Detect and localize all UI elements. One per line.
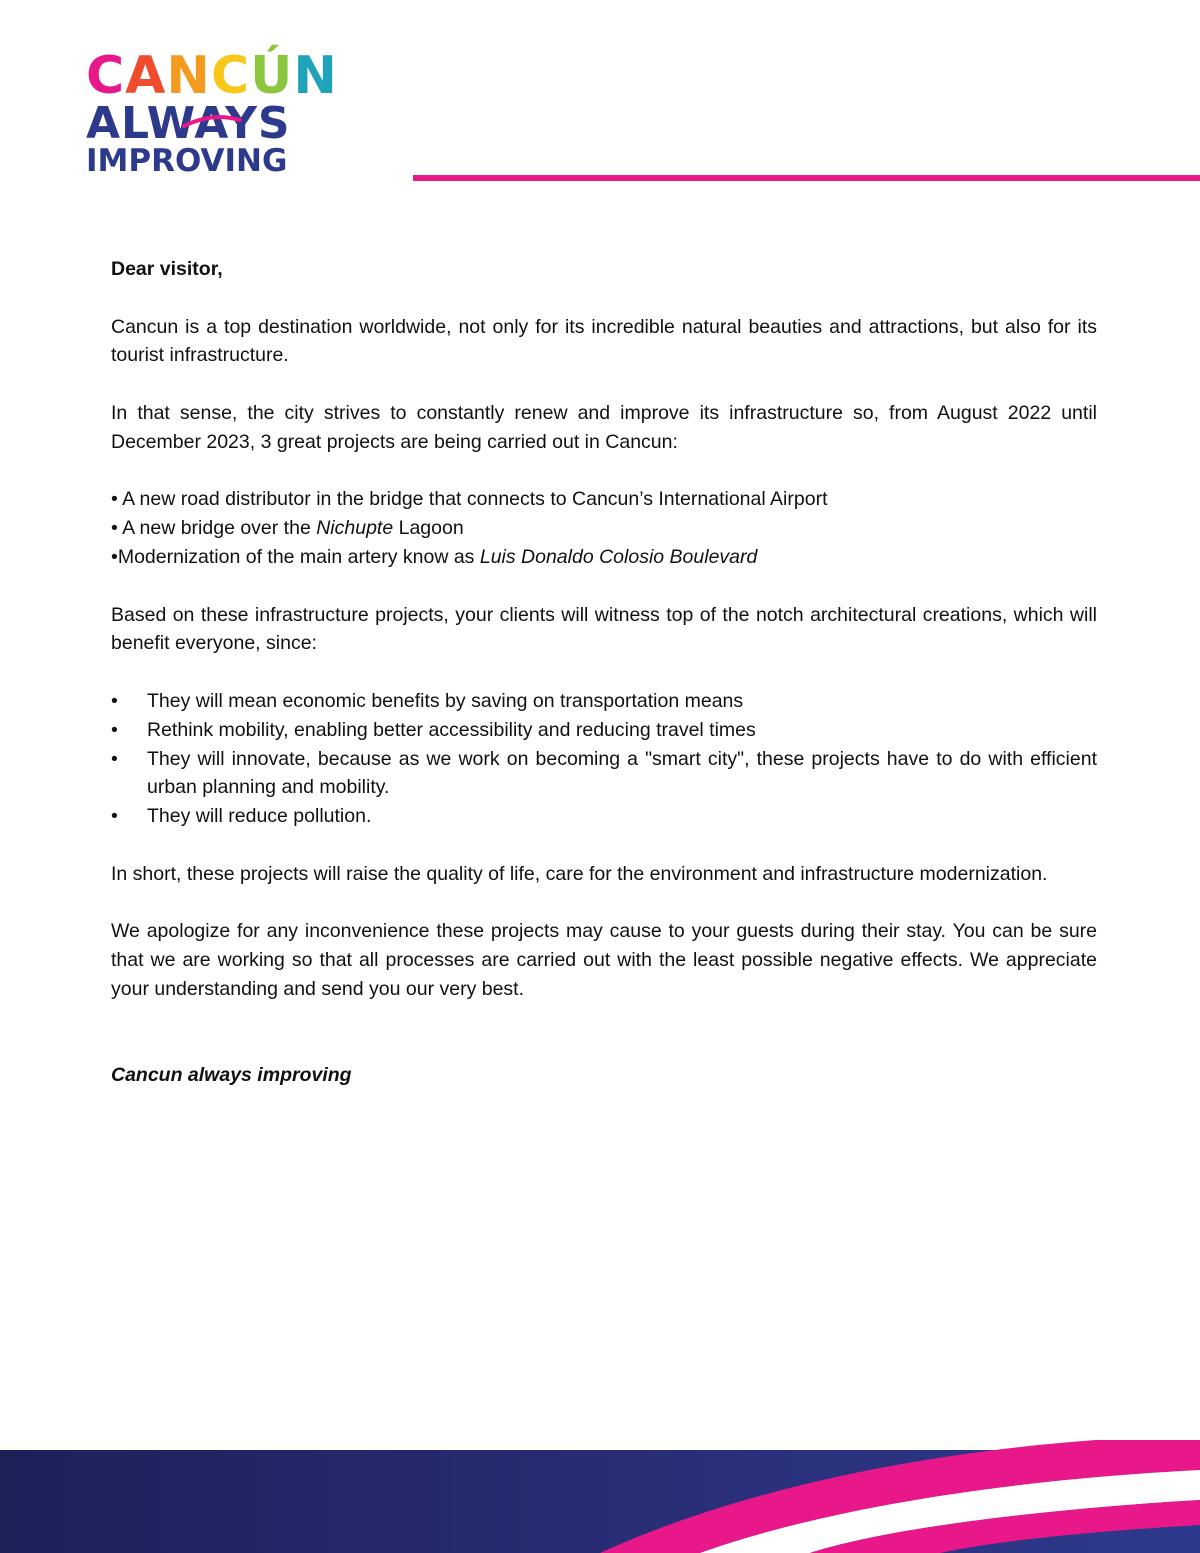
logo-letter: N [293,46,338,106]
list-item-text: Rethink mobility, enabling better accessibility and reducing travel times [147,718,756,741]
project-item-text: Lagoon [393,517,464,540]
bullet: • [111,747,118,770]
project-item: • A new road distributor in the bridge that connects to Cancun’s International Airport [111,488,828,511]
header-divider [413,175,1200,181]
logo-swoosh-icon [182,114,242,128]
paragraph-summary: In short, these projects will raise the quality of life, care for the environment and infrastructure modernization. [111,862,1048,885]
paragraph-projects-intro: In that sense, the city strives to constantly renew and improve its infrastructure so, from August 2022 until December 2023, 3 great projects are being carried out in Cancun: [111,401,1097,453]
logo-letter: C [210,46,251,106]
paragraph-intro: Cancun is a top destination worldwide, not only for its incredible natural beauties and attractions, but also for its tourist infrastructure. [111,315,1097,367]
cancun-logo [86,38,338,179]
list-item [111,745,1097,803]
bullet: • [111,718,118,741]
greeting: Dear visitor, [111,258,223,280]
project-item-italic: Luis Donaldo Colosio Boulevard [479,545,758,568]
benefits-list [111,687,1097,831]
list-item-text: They will innovate, because as we work on becoming a "smart city", these projects have to do with efficient urban planning and mobility. [147,747,1097,799]
bullet: • [111,805,118,828]
list-item-text: They will mean economic benefits by saving on transportation means [147,689,744,712]
list-item [111,687,1097,716]
project-item-text: • A new bridge over the [111,517,317,540]
bullet: • [111,689,118,712]
logo-letter: A [125,46,167,106]
project-item [111,543,1097,572]
logo-word-cancun [86,46,338,106]
projects-list [111,485,1097,571]
logo-letter: Ú [250,46,294,106]
closing-signature: Cancun always improving [111,1064,352,1087]
letter-body [111,255,1097,1119]
list-item [111,716,1097,745]
paragraph-benefits-intro: Based on these infrastructure projects, your clients will witness top of the notch architectural creations, which will benefit everyone, since: [111,603,1097,655]
logo-word-improving: IMPROVING [86,143,288,179]
logo-letter: N [166,46,211,106]
logo-word-always: ALWAYS [86,98,291,149]
logo-letter: C [86,46,126,106]
project-item-italic: Nichupte [316,517,394,540]
project-item [111,514,1097,543]
list-item [111,802,1097,831]
list-item-text: They will reduce pollution. [147,805,372,828]
project-item-text: •Modernization of the main artery know as [111,545,480,568]
paragraph-apology: We apologize for any inconvenience these projects may cause to your guests during their stay. You can be sure that we are working so that all processes are carried out with the least possible negative effects. We appreciate your understanding and send you our very best. [111,920,1097,1000]
footer-wave-decoration [0,1440,1200,1553]
